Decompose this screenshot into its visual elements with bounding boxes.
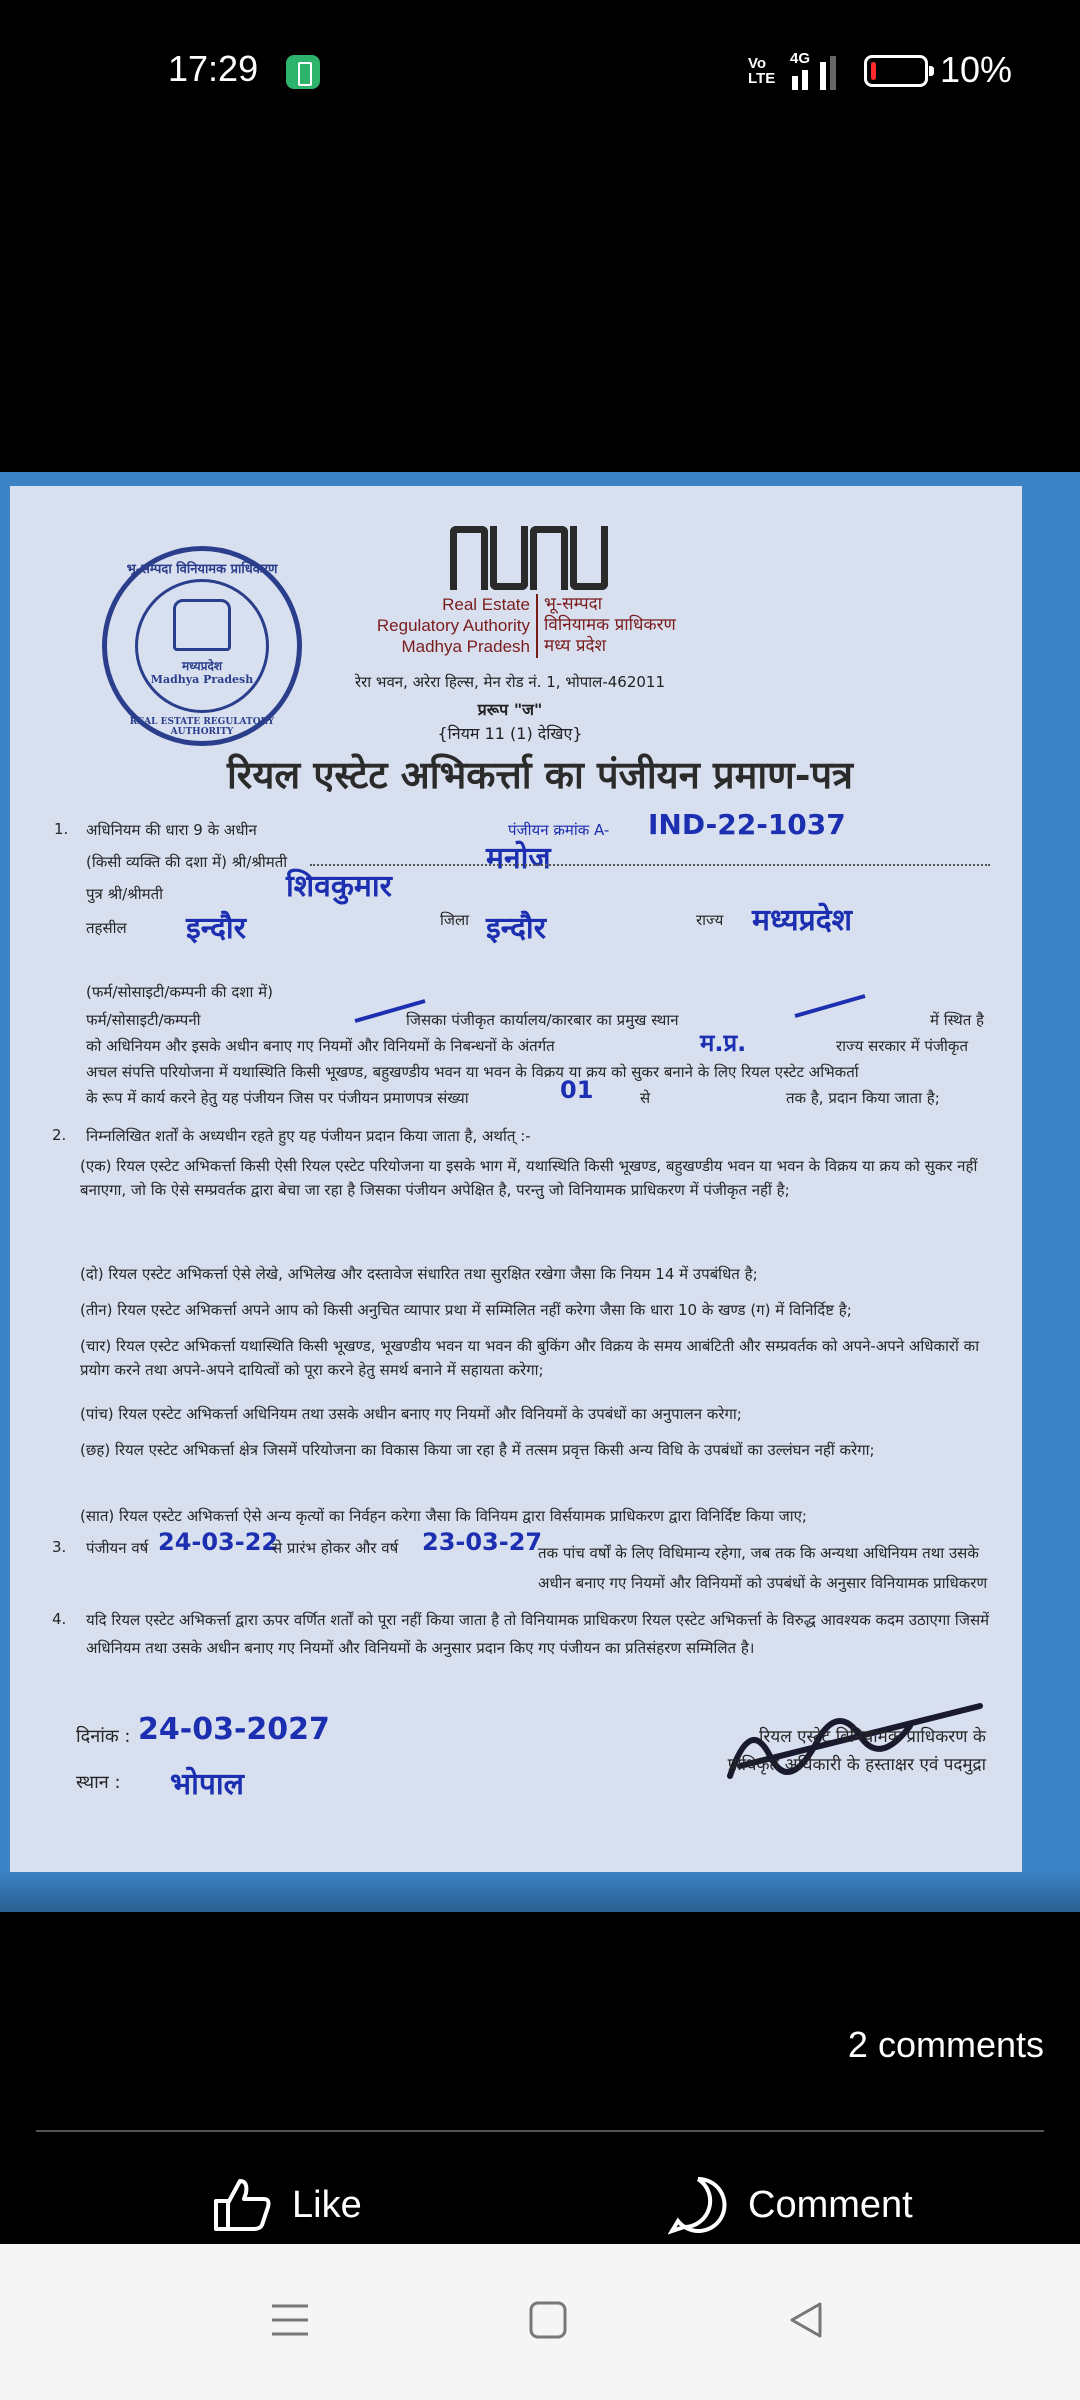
condition-6: (छह) रियल एस्टेट अभिकर्त्ता क्षेत्र जिसमें परियोजना का विकास किया जा रहा है में तत्सम प्रवृत्त किसी अन्य विधि के उपबंधों का उल्लंघन नहीं करेगा;	[80, 1441, 875, 1459]
battery-percent: 10%	[940, 49, 1013, 90]
comment-button[interactable]	[668, 2170, 913, 2240]
divider	[36, 2130, 1044, 2132]
section-1-line8c: तक है, प्रदान किया जाता है;	[786, 1089, 940, 1107]
date-label: दिनांक :	[76, 1726, 131, 1747]
recent-apps-icon[interactable]	[260, 2290, 320, 2350]
seal-top-text: भू-सम्पदा विनियामक प्राधिकरण	[126, 562, 278, 577]
battery-icon	[864, 55, 928, 87]
place-label: स्थान :	[76, 1772, 121, 1793]
condition-2: (दो) रियल एस्टेट अभिकर्त्ता ऐसे लेखे, अभिलेख और दस्तावेज संधारित तथा सुरक्षित रखेगा जैसा कि नियम 14 में उपबंधित है;	[80, 1265, 758, 1283]
system-nav-bar	[0, 2244, 1080, 2400]
condition-1: (एक) रियल एस्टेट अभिकर्त्ता किसी ऐसी रियल एस्टेट परियोजना या इसके भाग में, यथास्थिति किसी भूखण्ड, बहुखण्डीय भवन या भवन के विक्रय या क्रय को सुकर नहीं बनाएगा, जो कि ऐसे सम्प्रवर्तक द्वारा बेचा जा रहा है जिसका पंजीयन अपेक्षित है, परन्तु जो विनियामक प्राधिकरण में पंजीकृत नहीं है;	[80, 1157, 978, 1199]
comments-count-link[interactable]: 2 comments	[847, 2024, 1044, 2065]
father-name: शिवकुमार	[286, 869, 392, 904]
section-3-part1: पंजीयन वर्ष	[86, 1539, 149, 1557]
section-3-number: 3.	[52, 1538, 67, 1556]
section-1-line1: अधिनियम की धारा 9 के अधीन	[86, 821, 257, 839]
status-bar	[0, 0, 1080, 140]
firm-line2a: फर्म/सोसाइटी/कम्पनी	[86, 1011, 201, 1029]
condition-3: (तीन) रियल एस्टेट अभिकर्त्ता अपने आप को किसी अनुचित व्यापार प्रथा में सम्मिलित नहीं करेगा जैसा कि धारा 10 के खण्ड (ग) में विनिर्दिष्ट है;	[80, 1301, 852, 1319]
post-photo[interactable]	[0, 472, 1080, 1912]
comment-label: Comment	[748, 2183, 913, 2226]
home-icon[interactable]	[518, 2290, 578, 2350]
tehsil-label: तहसील	[86, 919, 127, 937]
reg-number-label: पंजीयन क्रमांक A-	[508, 821, 610, 839]
section-1-line3: पुत्र श्री/श्रीमती	[86, 885, 164, 903]
section-4-text: यदि रियल एस्टेट अभिकर्त्ता द्वारा ऊपर वर्णित शर्तों को पूरा नहीं किया जाता है तो विनियामक प्राधिकरण रियल एस्टेट अभिकर्त्ता के विरुद्ध आवश्यक कदम उठाएगा जिसमें अधिनियम तथा उसके अधीन बनाए गए नियमों और विनियमों के अनुसार प्रदान किए गए पंजीयन का प्रतिसंहरण सम्मिलित है।	[86, 1611, 990, 1657]
section-1-line6a: को अधिनियम और इसके अधीन बनाए गए नियमों और विनियमों के निबन्धनों के अंतर्गत	[86, 1037, 555, 1055]
section-1-number: 1.	[54, 820, 69, 838]
seal-center-text: मध्यप्रदेश	[181, 659, 222, 673]
network-type: 4G	[790, 50, 811, 67]
place-value: भोपाल	[170, 1767, 245, 1802]
emblem-icon	[173, 599, 231, 651]
date-value: 24-03-2027	[138, 1712, 330, 1747]
section-3-part3: तक पांच वर्षों के लिए विधिमान्य रहेगा, जब तक कि अन्यथा अधिनियम तथा उसके अधीन बनाए गए नियमों और विनियमों को उपबंधों के अनुसार विनियामक प्राधिकरण	[538, 1544, 988, 1592]
agent-name: मनोज	[486, 841, 551, 876]
state-short: म.प्र.	[700, 1029, 747, 1057]
rera-logo-icon	[450, 526, 610, 590]
like-label: Like	[292, 2183, 362, 2226]
back-icon[interactable]	[776, 2290, 836, 2350]
cert-number: 01	[560, 1076, 594, 1104]
tehsil-value: इन्दौर	[186, 911, 246, 946]
reg-number-value: IND-22-1037	[648, 808, 846, 841]
certificate-document	[10, 486, 1022, 1876]
seal-center-sub: Madhya Pradesh	[150, 673, 254, 686]
certificate-title: रियल एस्टेट अभिकर्त्ता का पंजीयन प्रमाण-पत्र	[226, 752, 854, 797]
section-1-line8b: से	[640, 1089, 651, 1107]
condition-4: (चार) रियल एस्टेट अभिकर्त्ता यथास्थिति किसी भूखण्ड, भूखण्डीय भवन या भवन की बुकिंग और विक्रय के समय आबंटिती और सम्प्रवर्तक को अपने-अपने अधिकारों का प्रयोग करने तथा अपने-अपने दायित्वों को पूरा करने हेतु समर्थ बनाने में सहायता करेगा;	[80, 1337, 980, 1379]
battery-saver-icon	[286, 55, 320, 89]
section-4-number: 4.	[52, 1610, 67, 1628]
firm-line2b: जिसका पंजीकृत कार्यालय/कारबार का प्रमुख स्थान	[406, 1011, 679, 1029]
section-1-line7: अचल संपत्ति परियोजना में यथास्थिति किसी भूखण्ड, बहुखण्डीय भवन या भवन के विक्रय या क्रय को सुकर बनाने के लिए रियल एस्टेट अभिकर्ता	[86, 1063, 859, 1081]
valid-to-date: 23-03-27	[422, 1528, 543, 1556]
section-3-part2: से प्रारंभ होकर और वर्ष	[272, 1539, 399, 1557]
condition-7: (सात) रियल एस्टेट अभिकर्त्ता ऐसे अन्य कृत्यों का निर्वहन करेगा जैसा कि विनियम द्वारा विर्सयामक प्राधिकरण द्वारा विनिर्दिष्ट किया जाए;	[80, 1507, 807, 1525]
section-2-number: 2.	[52, 1126, 67, 1144]
state-label: राज्य	[696, 911, 724, 929]
status-time: 17:29	[168, 48, 259, 89]
district-value: इन्दौर	[486, 911, 546, 946]
comment-bubble-icon	[668, 2175, 728, 2235]
org-name-hindi: भू-सम्पदा विनियामक प्राधिकरण मध्य प्रदेश	[544, 594, 676, 656]
battery-level	[871, 62, 876, 80]
section-1-line6b: राज्य सरकार में पंजीकृत	[836, 1037, 968, 1055]
strike-mark	[790, 991, 870, 1021]
condition-5: (पांच) रियल एस्टेट अभिकर्त्ता अधिनियम तथा उसके अधीन बनाए गए नियमों और विनियमों के उपबंधों का अनुपालन करेगा;	[80, 1405, 742, 1423]
form-name: प्ररूप "ज"	[477, 700, 543, 719]
org-address: रेरा भवन, अरेरा हिल्स, मेन रोड नं. 1, भोपाल-462011	[354, 673, 666, 691]
firm-line2c: में स्थित है	[930, 1011, 985, 1029]
firm-line1: (फर्म/सोसाइटी/कम्पनी की दशा में)	[86, 983, 273, 1001]
section-1-line2: (किसी व्यक्ति की दशा में) श्री/श्रीमती	[86, 853, 288, 871]
signatory-line1: रियल एस्टेट विनियामक प्राधिकरण के	[759, 1727, 986, 1747]
strike-mark	[350, 996, 430, 1026]
valid-from-date: 24-03-22	[158, 1528, 279, 1556]
thumbs-up-icon	[212, 2177, 272, 2233]
volte-indicator: Vo LTE	[748, 55, 776, 87]
signal-icon	[790, 50, 846, 90]
district-label: जिला	[440, 911, 470, 929]
section-2-intro: निम्नलिखित शर्तों के अध्यधीन रहते हुए यह पंजीयन प्रदान किया जाता है, अर्थात् :-	[86, 1127, 531, 1145]
section-1-line8a: के रूप में कार्य करने हेतु यह पंजीयन जिस पर पंजीयन प्रमाणपत्र संख्या	[86, 1089, 469, 1107]
rule-reference: {नियम 11 (1) देखिए}	[437, 724, 583, 743]
like-button[interactable]	[212, 2170, 362, 2240]
seal-bottom-text: REAL ESTATE REGULATORY AUTHORITY	[129, 717, 275, 737]
org-name-english: Real Estate Regulatory Authority Madhya Pradesh	[376, 595, 530, 656]
signatory-line2: प्राधिकृत अधिकारी के हस्ताक्षर एवं पदमुद्रा	[727, 1755, 986, 1775]
state-value: मध्यप्रदेश	[752, 903, 853, 938]
